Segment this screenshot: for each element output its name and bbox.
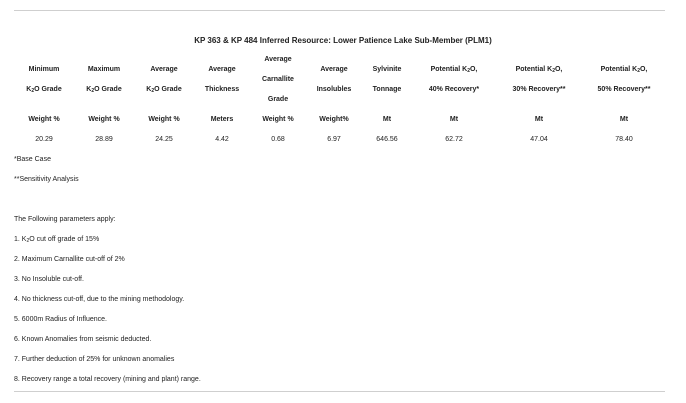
column-header (194, 50, 250, 110)
column-header (14, 50, 74, 110)
column-header-line: Potential $K_2O$, (600, 66, 648, 74)
column-header-line: 30% Recovery** (512, 86, 566, 93)
column-header-line: $K_2O$ Grade (146, 86, 182, 94)
column-unit: Meters (210, 116, 234, 123)
column-header (362, 50, 412, 110)
column-header-line: Tonnage (372, 86, 402, 93)
column-unit: Mt (534, 116, 544, 123)
column-value: 47.04 (530, 136, 548, 143)
column-value: 0.68 (271, 136, 285, 143)
spacer (14, 190, 201, 210)
column-header-line: Average (320, 66, 348, 73)
resource-table (14, 50, 666, 150)
column-header-line: Maximum (87, 66, 121, 73)
column-header-line: 50% Recovery** (597, 86, 651, 93)
column-value: 28.89 (95, 136, 113, 143)
column-header-line: 40% Recovery* (428, 86, 480, 93)
parameter-item: 8. Recovery range a total recovery (mining and plant) range. (14, 376, 201, 383)
footnote-base-case: *Base Case (14, 156, 51, 163)
parameters-list (14, 230, 201, 390)
column-header (496, 50, 582, 110)
column-unit: Weight % (88, 116, 120, 123)
column-unit: Mt (619, 116, 629, 123)
column-header-line: Grade (267, 96, 289, 103)
column-header-line: Average (264, 56, 292, 63)
column-value: 6.97 (327, 136, 341, 143)
column-unit: Mt (382, 116, 392, 123)
top-divider (14, 10, 665, 11)
parameter-item: 2. Maximum Carnallite cut-off of 2% (14, 256, 125, 263)
column-header-line: Average (208, 66, 236, 73)
column-header-line: Sylvinite (372, 66, 402, 73)
value-row (14, 130, 666, 150)
parameters-heading: The Following parameters apply: (14, 216, 116, 223)
parameter-item: 4. No thickness cut-off, due to the mining methodology. (14, 296, 185, 303)
notes-section (14, 150, 201, 390)
column-header (582, 50, 666, 110)
column-unit: Weight% (319, 116, 349, 123)
parameter-item: 6. Known Anomalies from seismic deducted. (14, 336, 152, 343)
column-header-line: $K_2O$ Grade (26, 86, 62, 94)
column-header-line: Potential $K_2O$, (430, 66, 478, 74)
column-header-line: Potential $K_2O$, (515, 66, 563, 74)
parameter-item: 7. Further deduction of 25% for unknown anomalies (14, 356, 175, 363)
column-value: 20.29 (35, 136, 53, 143)
parameter-item: 1. $K_2O$ cut off grade of 15% (14, 236, 100, 244)
column-header (306, 50, 362, 110)
column-value: 78.40 (615, 136, 633, 143)
column-header (74, 50, 134, 110)
column-header-line: $K_2O$ Grade (86, 86, 122, 94)
column-unit: Weight % (28, 116, 60, 123)
column-value: 24.25 (155, 136, 173, 143)
footnote-sensitivity: **Sensitivity Analysis (14, 176, 79, 183)
parameter-item: 3. No Insoluble cut-off. (14, 276, 84, 283)
column-header (412, 50, 496, 110)
column-unit: Weight % (262, 116, 294, 123)
column-unit: Weight % (148, 116, 180, 123)
column-header-line: Carnallite (262, 76, 294, 83)
column-header (250, 50, 306, 110)
column-value: 62.72 (445, 136, 463, 143)
column-header-line: Minimum (28, 66, 60, 73)
table-title: KP 363 & KP 484 Inferred Resource: Lower Patience Lake Sub-Member (PLM1) (194, 36, 492, 45)
header-row (14, 50, 666, 110)
bottom-divider (14, 391, 665, 392)
column-header-line: Average (150, 66, 178, 73)
column-value: 646.56 (376, 136, 398, 143)
unit-row (14, 110, 666, 130)
parameter-item: 5. 6000m Radius of Influence. (14, 316, 108, 323)
column-header (134, 50, 194, 110)
column-unit: Mt (449, 116, 459, 123)
column-header-line: Thickness (204, 86, 240, 93)
column-header-line: Insolubles (316, 86, 352, 93)
column-value: 4.42 (215, 136, 229, 143)
